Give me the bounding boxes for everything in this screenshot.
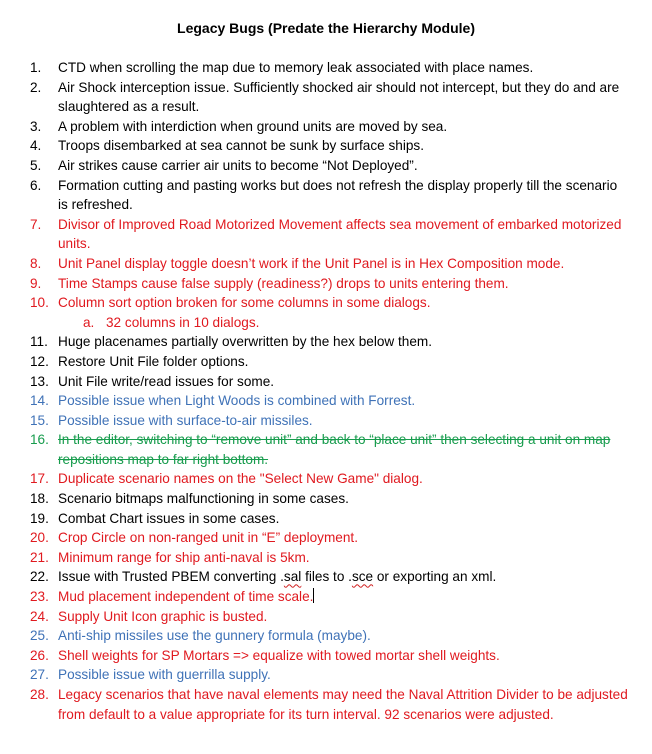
list-item	[0, 626, 652, 646]
list-item-number: 25.	[30, 628, 49, 644]
list-item-text: In the editor, switching to “remove unit” and back to “place unit” then selecting a unit on map repositions map to far right bottom.	[58, 432, 611, 467]
list-item-number: 18.	[30, 491, 49, 507]
list-item	[0, 509, 652, 529]
list-item	[0, 548, 652, 568]
list-item-number: 19.	[30, 510, 49, 526]
list-item-text: A problem with interdiction when ground units are moved by sea.	[58, 118, 448, 134]
list-item-number: 27.	[30, 667, 49, 683]
list-item	[0, 176, 652, 215]
text-cursor	[313, 588, 314, 603]
list-item-text: Time Stamps cause false supply (readiness?) drops to units entering them.	[58, 275, 509, 291]
list-item	[0, 117, 652, 137]
list-item-number: 16.	[30, 432, 49, 448]
list-item-text: Combat Chart issues in some cases.	[58, 510, 280, 526]
list-item-text: 32 columns in 10 dialogs.	[106, 314, 260, 330]
list-item	[0, 528, 652, 548]
list-item-text: Possible issue with guerrilla supply.	[58, 667, 271, 683]
list-item-text: Scenario bitmaps malfunctioning in some cases.	[58, 491, 349, 507]
list-item	[0, 391, 652, 411]
list-item-text: Anti-ship missiles use the gunnery formula (maybe).	[58, 628, 371, 644]
list-item-number: 2.	[30, 79, 42, 95]
list-item	[0, 489, 652, 509]
list-item-text: Duplicate scenario names on the "Select New Game" dialog.	[58, 471, 423, 487]
list-item-text: Divisor of Improved Road Motorized Movement affects sea movement of embarked motorized units.	[58, 216, 622, 252]
list-item	[0, 136, 652, 156]
list-item-number: 20.	[30, 530, 49, 546]
list-item	[0, 78, 652, 117]
list-item-text: Unit Panel display toggle doesn’t work if the Unit Panel is in Hex Composition mode.	[58, 255, 565, 271]
list-item	[0, 372, 652, 392]
list-item	[0, 156, 652, 176]
list-item	[0, 293, 652, 313]
list-item-number: 10.	[30, 295, 49, 311]
list-item	[0, 587, 652, 607]
list-item-text: Unit File write/read issues for some.	[58, 373, 275, 389]
list-item-text: Possible issue with surface-to-air missiles.	[58, 412, 313, 428]
list-item	[0, 607, 652, 627]
bug-list	[0, 58, 652, 724]
list-item-text: Minimum range for ship anti-naval is 5km.	[58, 549, 310, 565]
list-item	[0, 254, 652, 274]
list-item-number: 12.	[30, 353, 49, 369]
list-item-text: Issue with Trusted PBEM converting .sal files to .sce or exporting an xml.	[58, 569, 497, 585]
list-item	[0, 411, 652, 431]
list-item	[0, 469, 652, 489]
list-item	[0, 332, 652, 352]
list-item	[0, 58, 652, 78]
list-item-text: Shell weights for SP Mortars => equalize with towed mortar shell weights.	[58, 647, 500, 663]
list-item	[0, 646, 652, 666]
list-item-number: 21.	[30, 549, 49, 565]
list-item-number: 3.	[30, 118, 42, 134]
list-item	[0, 567, 652, 587]
list-item-number: 1.	[30, 60, 42, 75]
page-title: Legacy Bugs (Predate the Hierarchy Module)	[177, 20, 475, 36]
list-item-number: 14.	[30, 393, 49, 409]
list-item-text: Crop Circle on non-ranged unit in “E” deployment.	[58, 530, 358, 546]
list-item-number: 11.	[30, 334, 48, 350]
list-item-number: 6.	[30, 177, 42, 193]
list-item	[0, 215, 652, 254]
list-item-number: 28.	[30, 687, 49, 702]
list-item-number: 13.	[30, 373, 49, 389]
list-item-text: Huge placenames partially overwritten by the hex below them.	[58, 334, 433, 350]
list-item-text: Supply Unit Icon graphic is busted.	[58, 608, 268, 624]
list-item-text: Troops disembarked at sea cannot be sunk by surface ships.	[58, 138, 424, 154]
list-item	[0, 352, 652, 372]
list-item-number: 15.	[30, 412, 49, 428]
list-item-text: Restore Unit File folder options.	[58, 353, 249, 369]
list-item-text: Legacy scenarios that have naval elements may need the Naval Attrition Divider to be adjusted from default to a value appropriate for its turn interval. 92 scenarios were adjusted.	[58, 687, 628, 722]
list-item	[0, 665, 652, 685]
list-item	[0, 685, 652, 724]
list-item-number: 5.	[30, 157, 42, 173]
list-item-number: 9.	[30, 275, 42, 291]
list-item-number: 22.	[30, 569, 49, 585]
list-item	[0, 430, 652, 469]
list-item-text: Column sort option broken for some columns in some dialogs.	[58, 295, 431, 311]
list-item-number: 17.	[30, 471, 49, 487]
list-item-number: a.	[83, 314, 95, 330]
list-item-number: 23.	[30, 589, 49, 605]
list-item-text: Air Shock interception issue. Sufficiently shocked air should not intercept, but they do and are slaughtered as a result.	[58, 79, 620, 115]
list-item-text: Mud placement independent of time scale.	[58, 589, 314, 605]
list-item-number: 4.	[30, 138, 42, 154]
list-item-number: 24.	[30, 608, 49, 624]
list-item-number: 7.	[30, 216, 42, 232]
list-item	[0, 274, 652, 294]
list-item-text: Air strikes cause carrier air units to become “Not Deployed”.	[58, 157, 418, 173]
list-subitem	[0, 313, 652, 333]
list-item-number: 26.	[30, 647, 49, 663]
list-item-text: CTD when scrolling the map due to memory leak associated with place names.	[58, 60, 534, 75]
list-item-text: Possible issue when Light Woods is combined with Forrest.	[58, 393, 416, 409]
list-item-number: 8.	[30, 255, 42, 271]
list-item-text: Formation cutting and pasting works but does not refresh the display properly till the scenario is refreshed.	[58, 177, 618, 213]
